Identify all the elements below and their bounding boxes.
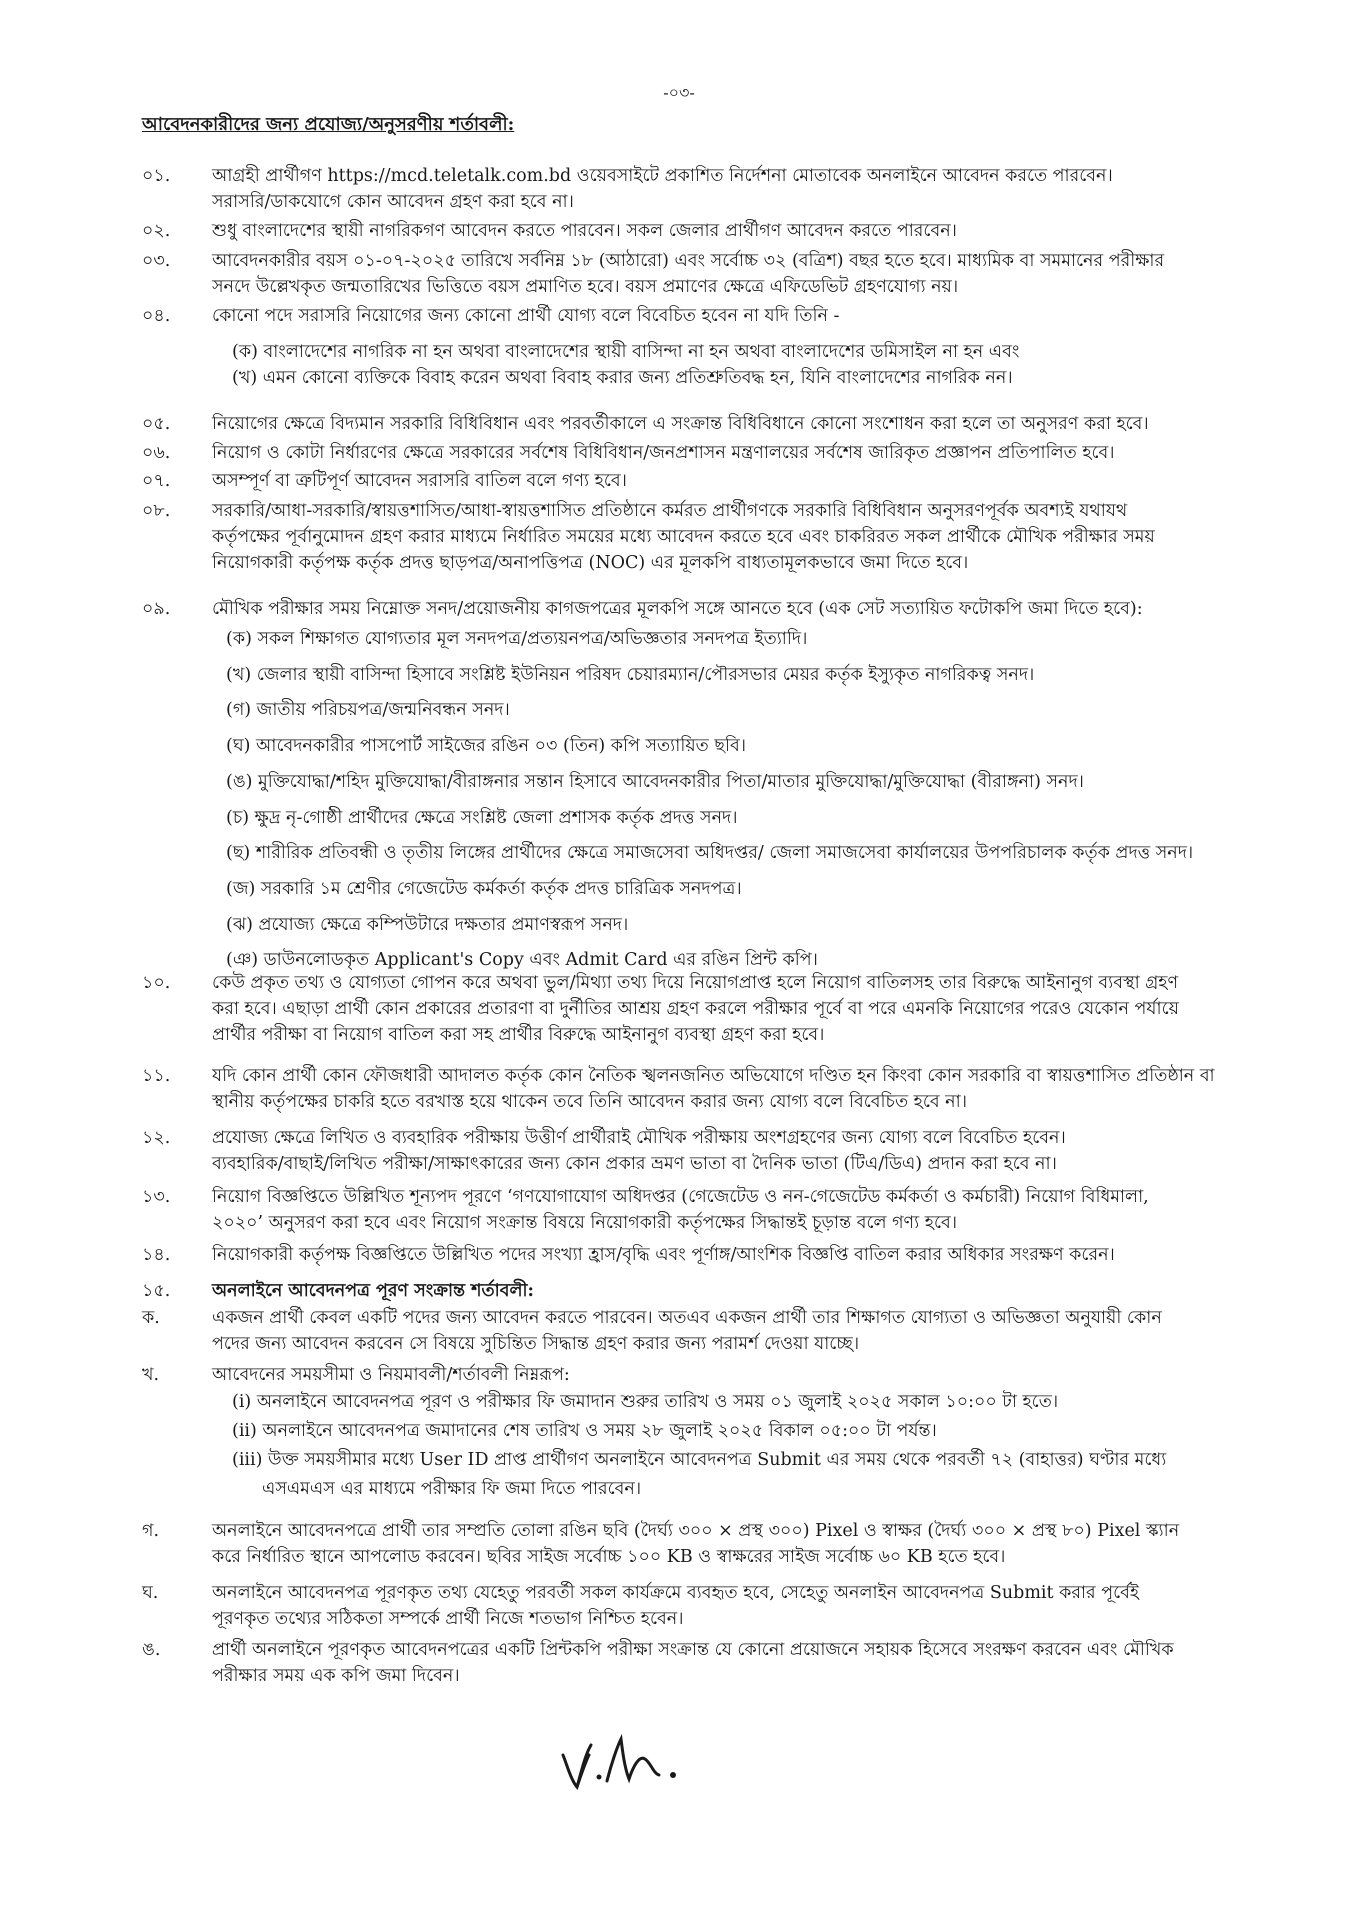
condition-number: ১৪. [142,1245,171,1265]
condition-number: ১৫. [142,1281,171,1301]
condition-07 [142,468,1232,494]
sub-clause: (ক) বাংলাদেশের নাগরিক না হন অথবা বাংলাদেশের স্থায়ী বাসিন্দা না হন অথবা বাংলাদেশের ডমিসাইল না হন এবং [232,342,1020,362]
condition-text: নিয়োগ ও কোটা নির্ধারণের ক্ষেত্রে সরকারের সর্বশেষ বিধিবিধান/জনপ্রশাসন মন্ত্রণালয়ের সর্বশেষ জারিকৃত প্রজ্ঞাপন প্রতিপালিত হবে। [212,443,1115,463]
online-condition-kha [142,1362,1232,1504]
condition-text: স্থানীয় কর্তৃপক্ষের চাকরি হতে বরখাস্ত হয়ে থাকেন তবে তিনি আবেদন করার জন্য যোগ্য বলে বিবেচিত হবে না। [212,1092,967,1112]
condition-text: মৌখিক পরীক্ষার সময় নিম্নোক্ত সনদ/প্রয়োজনীয় কাগজপত্রের মূলকপি সঙ্গে আনতে হবে (এক সেট সত্যায়িত ফটোকপি জমা দিতে হবে): [212,599,1143,619]
online-condition-gha [142,1580,1232,1632]
condition-number: ০৬. [142,443,171,463]
condition-number: ০২. [142,221,171,241]
sub-clause: (i) অনলাইনে আবেদনপত্র পূরণ ও পরীক্ষার ফি জমাদান শুরুর তারিখ ও সময় ০১ জুলাই ২০২৫ সকাল ১০:০০ টা হতে। [232,1392,1059,1412]
sub-clause: (খ) এমন কোনো ব্যক্তিকে বিবাহ করেন অথবা বিবাহ করার জন্য প্রতিশ্রুতিবদ্ধ হন, যিনি বাংলাদেশের নাগরিক নন। [232,368,1013,388]
condition-text: যদি কোন প্রার্থী কোন ফৌজধারী আদালত কর্তৃক কোন নৈতিক স্খলনজনিত অভিযোগে দণ্ডিত হন কিংবা কোন সরকারি বা স্বায়ত্তশাসিত প্রতিষ্ঠান বা [212,1066,1215,1086]
condition-text: করে নির্ধারিত স্থানে আপলোড করবেন। ছবির সাইজ সর্বোচ্চ ১০০ KB ও স্বাক্ষরের সাইজ সর্বোচ্চ ৬০ KB হতে হবে। [212,1547,1006,1567]
sub-clause: (জ) সরকারি ১ম শ্রেণীর গেজেটেড কর্মকর্তা কর্তৃক প্রদত্ত চারিত্রিক সনদপত্র। [226,878,742,899]
condition-text: ব্যবহারিক/বাছাই/লিখিত পরীক্ষা/সাক্ষাৎকারের জন্য কোন প্রকার ভ্রমণ ভাতা বা দৈনিক ভাতা (টিএ/ডিএ) প্রদান করা হবে না। [212,1154,1057,1174]
condition-text: নিয়োগকারী কর্তৃপক্ষ বিজ্ঞপ্তিতে উল্লিখিত পদের সংখ্যা হ্রাস/বৃদ্ধি এবং পূর্ণাঙ্গ/আংশিক বিজ্ঞপ্তি বাতিল করার অধিকার সংরক্ষণ করেন। [212,1245,1115,1265]
condition-number: ঘ. [142,1583,159,1603]
sub-clause: (ঙ) মুক্তিযোদ্ধা/শহিদ মুক্তিযোদ্ধা/বীরাঙ্গনার সন্তান হিসাবে আবেদনকারীর পিতা/মাতার মুক্তিযোদ্ধা/মুক্তিযোদ্ধা (বীরাঙ্গনা) সনদ। [226,771,1084,792]
condition-text: পূরণকৃত তথ্যের সঠিকতা সম্পর্কে প্রার্থী নিজে শতভাগ নিশ্চিত হবেন। [212,1609,684,1629]
signature-icon [555,1725,695,1805]
condition-01 [142,163,1232,215]
condition-text: পদের জন্য আবেদন করবেন সে বিষয়ে সুচিন্তিত সিদ্ধান্ত গ্রহণ করার জন্য পরামর্শ দেওয়া যাচ্ছে। [212,1334,860,1354]
condition-number: ০১. [142,166,171,186]
condition-11 [142,1063,1232,1115]
sub-clause: (ছ) শারীরিক প্রতিবন্ধী ও তৃতীয় লিঙ্গের প্রার্থীদের ক্ষেত্রে সমাজসেবা অধিদপ্তর/ জেলা সমাজসেবা কার্যালয়ের উপপরিচালক কর্তৃক প্রদত্ত সনদ। [226,843,1194,864]
condition-text: অনলাইনে আবেদনপত্র পূরণ সংক্রান্ত শর্তাবলী: [212,1281,534,1301]
condition-text: শুধু বাংলাদেশের স্থায়ী নাগরিকগণ আবেদন করতে পারবেন। সকল জেলার প্রার্থীগণ আবেদন করতে পারবেন। [212,221,957,241]
condition-text: সরাসরি/ডাকযোগে কোন আবেদন গ্রহণ করা হবে না। [212,192,574,212]
sub-clause: (গ) জাতীয় পরিচয়পত্র/জন্মনিবন্ধন সনদ। [226,700,510,721]
sub-clause: এসএমএস এর মাধ্যমে পরীক্ষার ফি জমা দিতে পারবেন। [262,1479,642,1499]
online-condition-ka [142,1305,1232,1357]
condition-number: ০৮. [142,501,171,521]
condition-number: ১২. [142,1128,171,1148]
condition-text: কোনো পদে সরাসরি নিয়োগের জন্য কোনো প্রার্থী যোগ্য বলে বিবেচিত হবেন না যদি তিনি - [212,306,840,326]
sub-clause: (ঝ) প্রযোজ্য ক্ষেত্রে কম্পিউটারে দক্ষতার প্রমাণস্বরূপ সনদ। [226,914,629,935]
condition-number: ০৪. [142,306,171,326]
sub-clause: (iii) উক্ত সময়সীমার মধ্যে User ID প্রাপ্ত প্রার্থীগণ অনলাইনে আবেদনপত্র Submit এর সময় থেকে পরবর্তী ৭২ (বাহাত্তর) ঘণ্টার মধ্যে [232,1450,1167,1470]
condition-number: খ. [142,1365,160,1385]
condition-number: ঙ. [142,1640,161,1660]
condition-text: আগ্রহী প্রার্থীগণ https://mcd.teletalk.com.bd ওয়েবসাইটে প্রকাশিত নির্দেশনা মোতাবেক অনলাইনে আবেদন করতে পারবেন। [212,166,1113,186]
sub-clause: (খ) জেলার স্থায়ী বাসিন্দা হিসাবে সংশ্লিষ্ট ইউনিয়ন পরিষদ চেয়ারম্যান/পৌরসভার মেয়র কর্তৃক ইস্যুকৃত নাগরিকত্ব সনদ। [226,664,1035,685]
online-condition-uma [142,1637,1232,1689]
sub-clause: (চ) ক্ষুদ্র নৃ-গোষ্ঠী প্রার্থীদের ক্ষেত্রে সংশ্লিষ্ট জেলা প্রশাসক কর্তৃক প্রদত্ত সনদ। [226,807,738,828]
sub-clause: (ক) সকল শিক্ষাগত যোগ্যতার মূল সনদপত্র/প্রত্যয়নপত্র/অভিজ্ঞতার সনদপত্র ইত্যাদি। [226,629,808,649]
condition-text: নিয়োগের ক্ষেত্রে বিদ্যমান সরকারি বিধিবিধান এবং পরবর্তীকালে এ সংক্রান্ত বিধিবিধানে কোনো সংশোধন করা হলে তা অনুসরণ করা হবে। [212,414,1149,434]
condition-09 [142,596,1232,979]
condition-text: করা হবে। এছাড়া প্রার্থী কোন প্রকারের প্রতারণা বা দুর্নীতির আশ্রয় গ্রহণ করলে পরীক্ষার পূর্বে বা পরে এমনকি নিয়োগের পরেও যেকোন পর্যায়ে [212,999,1179,1019]
condition-05 [142,411,1232,437]
conditions-heading: আবেদনকারীদের জন্য প্রযোজ্য/অনুসরণীয় শর্তাবলী: [142,114,515,135]
condition-text: অসম্পূর্ণ বা ত্রুটিপূর্ণ আবেদন সরাসরি বাতিল বলে গণ্য হবে। [212,471,627,491]
condition-text: আবেদনকারীর বয়স ০১-০৭-২০২৫ তারিখে সর্বনিম্ন ১৮ (আঠারো) এবং সর্বোচ্চ ৩২ (বত্রিশ) বছর হতে হবে। মাধ্যমিক বা সমমানের পরীক্ষার [212,251,1165,271]
condition-text: নিয়োগ বিজ্ঞপ্তিতে উল্লিখিত শূন্যপদ পূরণে ‘গণযোগাযোগ অধিদপ্তর (গেজেটেড ও নন-গেজেটেড কর্মকর্তা ও কর্মচারী) নিয়োগ বিধিমালা, [212,1187,1149,1207]
condition-12 [142,1125,1232,1177]
condition-text: প্রযোজ্য ক্ষেত্রে লিখিত ও ব্যবহারিক পরীক্ষায় উত্তীর্ণ প্রার্থীরাই মৌখিক পরীক্ষায় অংশগ্রহণের জন্য যোগ্য বলে বিবেচিত হবেন। [212,1128,1066,1148]
condition-text: আবেদনের সময়সীমা ও নিয়মাবলী/শর্তাবলী নিম্নরূপ: [212,1365,570,1385]
condition-number: ১১. [142,1066,171,1086]
condition-number: ০৫. [142,414,171,434]
condition-02 [142,218,1232,244]
condition-number: ক. [142,1308,160,1328]
condition-number: ১০. [142,973,171,993]
condition-number: ০৩. [142,251,171,271]
condition-text: অনলাইনে আবেদনপত্রে প্রার্থী তার সম্প্রতি তোলা রঙিন ছবি (দৈর্ঘ্য ৩০০ × প্রস্থ ৩০০) Pixel ও স্বাক্ষর (দৈর্ঘ্য ৩০০ × প্রস্থ ৮০) Pixel স্ক্যান [212,1521,1180,1541]
condition-text: কর্তৃপক্ষের পূর্বানুমোদন গ্রহণ করার মাধ্যমে নির্ধারিত সময়ের মধ্যে আবেদন করতে হবে এবং চাকরিরত সকল প্রার্থীকে মৌখিক পরীক্ষার সময় [212,527,1155,547]
sub-clause: (ঞ) ডাউনলোডকৃত Applicant's Copy এবং Admit Card এর রঙিন প্রিন্ট কপি। [226,950,818,971]
condition-15-heading [142,1278,1232,1304]
condition-06 [142,440,1232,466]
condition-text: পরীক্ষার সময় এক কপি জমা দিবেন। [212,1666,460,1686]
condition-14 [142,1242,1232,1268]
condition-08 [142,498,1232,576]
condition-number: গ. [142,1521,160,1541]
condition-10 [142,970,1232,1048]
sub-clause: (ii) অনলাইনে আবেদনপত্র জমাদানের শেষ তারিখ ও সময় ২৮ জুলাই ২০২৫ বিকাল ০৫:০০ টা পর্যন্ত। [232,1421,937,1441]
condition-number: ০৯. [142,599,171,619]
condition-13 [142,1184,1232,1236]
condition-03 [142,248,1232,300]
condition-number: ০৭. [142,471,171,491]
condition-text: একজন প্রার্থী কেবল একটি পদের জন্য আবেদন করতে পারবেন। অতএব একজন প্রার্থী তার শিক্ষাগত যোগ্যতা ও অভিজ্ঞতা অনুযায়ী কোন [212,1308,1162,1328]
condition-text: কেউ প্রকৃত তথ্য ও যোগ্যতা গোপন করে অথবা ভুল/মিথ্যা তথ্য দিয়ে নিয়োগপ্রাপ্ত হলে নিয়োগ বাতিলসহ তার বিরুদ্ধে আইনানুগ ব্যবস্থা গ্রহণ [212,973,1179,993]
condition-text: সনদে উল্লেখকৃত জন্মতারিখের ভিত্তিতে বয়স প্রমাণিত হবে। বয়স প্রমাণের ক্ষেত্রে এফিডেভিট গ্রহণযোগ্য নয়। [212,277,959,297]
condition-text: সরকারি/আধা-সরকারি/স্বায়ত্তশাসিত/আধা-স্বায়ত্তশাসিত প্রতিষ্ঠানে কর্মরত প্রার্থীগণকে সরকারি বিধিবিধান অনুসরণপূর্বক অবশ্যই যথাযথ [212,501,1128,521]
condition-text: অনলাইনে আবেদনপত্র পূরণকৃত তথ্য যেহেতু পরবর্তী সকল কার্যক্রমে ব্যবহৃত হবে, সেহেতু অনলাইন আবেদনপত্র Submit করার পূর্বেই [212,1583,1139,1603]
condition-text: প্রার্থীর পরীক্ষা বা নিয়োগ বাতিল করা সহ প্রার্থীর বিরুদ্ধে আইনানুগ ব্যবস্থা গ্রহণ করা হবে। [212,1025,825,1045]
condition-text: প্রার্থী অনলাইনে পূরণকৃত আবেদনপত্রের একটি প্রিন্টকপি পরীক্ষা সংক্রান্ত যে কোনো প্রয়োজনে সহায়ক হিসেবে সংরক্ষণ করবেন এবং মৌখিক [212,1640,1174,1660]
sub-clause: (ঘ) আবেদনকারীর পাসপোর্ট সাইজের রঙিন ০৩ (তিন) কপি সত্যায়িত ছবি। [226,736,746,757]
condition-text: নিয়োগকারী কর্তৃপক্ষ কর্তৃক প্রদত্ত ছাড়পত্র/অনাপত্তিপত্র (NOC) এর মূলকপি বাধ্যতামূলকভাবে জমা দিতে হবে। [212,553,969,573]
online-condition-ga [142,1518,1232,1570]
condition-04 [142,303,1232,391]
page-number: -০৩- [663,83,695,102]
condition-text: ২০২০’ অনুসরণ করা হবে এবং নিয়োগ সংক্রান্ত বিষয়ে নিয়োগকারী কর্তৃপক্ষের সিদ্ধান্তই চূড়ান্ত বলে গণ্য হবে। [212,1213,958,1233]
condition-number: ১৩. [142,1187,171,1207]
